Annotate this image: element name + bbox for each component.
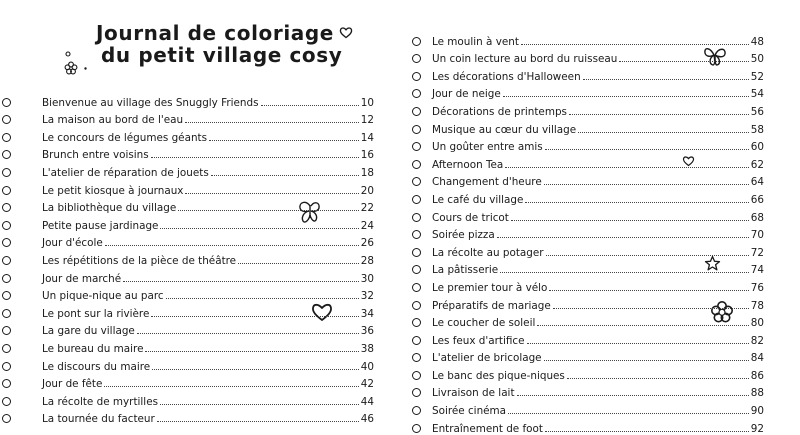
dot-leader (544, 360, 749, 361)
toc-entry-page: 46 (360, 413, 374, 426)
toc-entry-page: 90 (750, 405, 764, 418)
toc-entry[interactable] (400, 241, 764, 259)
toc-entry-label: Le petit kiosque à journaux (42, 184, 184, 197)
dot-leader (185, 122, 359, 123)
dot-leader (553, 308, 749, 309)
checkbox-circle-icon[interactable] (2, 414, 11, 423)
dot-leader (578, 132, 749, 133)
heart-icon (339, 26, 353, 39)
toc-entry-label: Bienvenue au village des Snuggly Friends (42, 96, 259, 109)
dot-leader (178, 210, 359, 211)
dot-leader (497, 237, 749, 238)
toc-entry[interactable] (400, 382, 764, 400)
toc-entry-page: 92 (750, 422, 764, 435)
toc-entry[interactable] (0, 161, 374, 179)
toc-entry[interactable] (0, 267, 374, 285)
toc-entry[interactable] (400, 171, 764, 189)
dot-icon (84, 67, 87, 70)
dot-leader (549, 290, 748, 291)
checkbox-circle-icon[interactable] (2, 168, 11, 177)
toc-entry-page: 10 (360, 96, 374, 109)
dot-leader (505, 167, 748, 168)
toc-entry[interactable] (0, 91, 374, 109)
toc-entry-label: La maison au bord de l'eau (42, 114, 184, 127)
checkbox-circle-icon[interactable] (412, 160, 421, 169)
checkbox-circle-icon[interactable] (412, 72, 421, 81)
toc-entry-label: L'atelier de bricolage (432, 352, 542, 365)
checkbox-circle-icon[interactable] (2, 133, 11, 142)
toc-entry-label: Un goûter entre amis (432, 141, 543, 154)
toc-entry-label: La récolte de myrtilles (42, 395, 158, 408)
checkbox-circle-icon[interactable] (2, 98, 11, 107)
dot-leader (537, 325, 748, 326)
toc-entry-page: 22 (360, 202, 374, 215)
checkbox-circle-icon[interactable] (412, 406, 421, 415)
checkbox-circle-icon[interactable] (2, 291, 11, 300)
toc-entry-page: 34 (360, 307, 374, 320)
toc-entry-label: L'atelier de réparation de jouets (42, 166, 209, 179)
toc-entry[interactable] (400, 312, 764, 330)
toc-entry[interactable] (400, 364, 764, 382)
toc-entry[interactable] (400, 294, 764, 312)
toc-entry-page: 28 (360, 254, 374, 267)
toc-entry[interactable] (0, 302, 374, 320)
toc-entry-label: Livraison de lait (432, 387, 515, 400)
toc-entry-label: Changement d'heure (432, 176, 542, 189)
checkbox-circle-icon[interactable] (2, 256, 11, 265)
title-line-1: Journal de coloriage (96, 21, 334, 45)
toc-entry-label: Un pique-nique au parc (42, 290, 164, 303)
checkbox-circle-icon[interactable] (412, 125, 421, 134)
toc-entry-label: La tournée du facteur (42, 413, 155, 426)
dot-leader (619, 61, 748, 62)
toc-entry-page: 20 (360, 184, 374, 197)
dot-leader (105, 245, 359, 246)
toc-entry-label: Le bureau du maire (42, 342, 144, 355)
checkbox-circle-icon[interactable] (2, 238, 11, 247)
toc-entry[interactable] (0, 390, 374, 408)
title-line-2: du petit village cosy (101, 43, 343, 67)
dot-leader (527, 343, 749, 344)
checkbox-circle-icon[interactable] (412, 283, 421, 292)
toc-entry-page: 50 (750, 53, 764, 66)
checkbox-circle-icon[interactable] (412, 248, 421, 257)
toc-entry-page: 60 (750, 141, 764, 154)
toc-entry-page: 62 (750, 158, 764, 171)
checkbox-circle-icon[interactable] (412, 107, 421, 116)
right-page (400, 0, 800, 435)
toc-entry[interactable] (400, 153, 764, 171)
toc-entry-label: Un coin lecture au bord du ruisseau (432, 53, 618, 66)
toc-entry[interactable] (400, 30, 764, 48)
toc-entry-page: 68 (750, 211, 764, 224)
toc-entry-label: Le concours de légumes géants (42, 131, 208, 144)
dot-leader (545, 431, 749, 432)
toc-entry-label: La récolte au potager (432, 246, 544, 259)
checkbox-circle-icon[interactable] (2, 362, 11, 371)
toc-entry-page: 38 (360, 342, 374, 355)
toc-entry-page: 58 (750, 123, 764, 136)
toc-entry-page: 12 (360, 114, 374, 127)
checkbox-circle-icon[interactable] (412, 37, 421, 46)
toc-entry[interactable] (400, 118, 764, 136)
checkbox-circle-icon[interactable] (412, 424, 421, 433)
dot-leader (261, 105, 359, 106)
toc-list-left (0, 91, 400, 425)
circle-dot-icon (65, 51, 71, 57)
toc-entry-label: Préparatifs de mariage (432, 299, 551, 312)
toc-entry-page: 42 (360, 378, 374, 391)
toc-entry[interactable] (0, 408, 374, 426)
toc-entry-label: Cours de tricot (432, 211, 509, 224)
toc-entry[interactable] (0, 320, 374, 338)
toc-entry-page: 32 (360, 290, 374, 303)
checkbox-circle-icon[interactable] (2, 397, 11, 406)
toc-entry[interactable] (400, 48, 764, 66)
dot-leader (583, 79, 749, 80)
toc-entry-label: Jour de neige (432, 88, 501, 101)
toc-entry-label: Le café du village (432, 193, 524, 206)
toc-entry-page: 88 (750, 387, 764, 400)
toc-entry-label: Décorations de printemps (432, 105, 567, 118)
checkbox-circle-icon[interactable] (412, 336, 421, 345)
dot-leader (525, 202, 748, 203)
toc-entry-page: 82 (750, 334, 764, 347)
toc-entry-page: 84 (750, 352, 764, 365)
toc-entry-label: Petite pause jardinage (42, 219, 159, 232)
toc-entry-label: Le coucher de soleil (432, 317, 536, 330)
dot-leader (211, 175, 359, 176)
checkbox-circle-icon[interactable] (2, 221, 11, 230)
toc-entry[interactable] (0, 144, 374, 162)
toc-entry-label: Le pont sur la rivière (42, 307, 150, 320)
toc-entry[interactable] (0, 373, 374, 391)
checkbox-circle-icon[interactable] (2, 344, 11, 353)
toc-entry-page: 74 (750, 264, 764, 277)
toc-entry-page: 86 (750, 369, 764, 382)
toc-entry-page: 66 (750, 193, 764, 206)
dot-leader (521, 44, 749, 45)
dot-leader (145, 351, 358, 352)
toc-entry-page: 80 (750, 317, 764, 330)
toc-entry[interactable] (400, 83, 764, 101)
dot-leader (503, 96, 749, 97)
toc-entry-label: Jour de fête (42, 378, 103, 391)
toc-entry-label: Entraînement de foot (432, 422, 543, 435)
checkbox-circle-icon[interactable] (2, 203, 11, 212)
toc-entry[interactable] (0, 249, 374, 267)
toc-entry[interactable] (0, 126, 374, 144)
flower-icon (64, 61, 78, 75)
toc-entry-label: La bibliothèque du village (42, 202, 177, 215)
toc-entry-page: 30 (360, 272, 374, 285)
dot-leader (123, 281, 359, 282)
toc-entry-page: 56 (750, 105, 764, 118)
checkbox-circle-icon[interactable] (412, 301, 421, 310)
toc-entry-label: Le premier tour à vélo (432, 281, 548, 294)
checkbox-circle-icon[interactable] (2, 115, 11, 124)
toc-entry[interactable] (400, 276, 764, 294)
toc-entry[interactable] (400, 329, 764, 347)
toc-entry-page: 72 (750, 246, 764, 259)
toc-entry-label: Le discours du maire (42, 360, 151, 373)
dot-leader (508, 413, 749, 414)
dot-leader (166, 298, 359, 299)
toc-entry-label: Les décorations d'Halloween (432, 70, 581, 83)
toc-entry[interactable] (0, 232, 374, 250)
toc-entry-label: Le banc des pique-niques (432, 369, 565, 382)
dot-leader (546, 255, 749, 256)
page-title (96, 22, 342, 66)
toc-entry[interactable] (0, 197, 374, 215)
toc-entry-page: 78 (750, 299, 764, 312)
toc-entry-label: La pâtisserie (432, 264, 499, 277)
toc-entry-page: 76 (750, 281, 764, 294)
toc-entry[interactable] (400, 224, 764, 242)
toc-entry[interactable] (400, 206, 764, 224)
checkbox-circle-icon[interactable] (2, 379, 11, 388)
checkbox-circle-icon[interactable] (2, 326, 11, 335)
checkbox-circle-icon[interactable] (2, 274, 11, 283)
toc-entry[interactable] (0, 179, 374, 197)
dot-leader (160, 404, 359, 405)
toc-entry[interactable] (400, 136, 764, 154)
toc-entry[interactable] (400, 65, 764, 83)
toc-entry-page: 16 (360, 149, 374, 162)
checkbox-circle-icon[interactable] (2, 309, 11, 318)
toc-entry-label: Jour d'école (42, 237, 103, 250)
checkbox-circle-icon[interactable] (412, 213, 421, 222)
toc-entry-page: 64 (750, 176, 764, 189)
toc-entry[interactable] (0, 337, 374, 355)
toc-entry-page: 44 (360, 395, 374, 408)
toc-entry-page: 14 (360, 131, 374, 144)
toc-entry[interactable] (400, 188, 764, 206)
toc-entry[interactable] (0, 214, 374, 232)
toc-entry-page: 48 (750, 35, 764, 48)
left-page (0, 0, 400, 426)
toc-entry[interactable] (0, 109, 374, 127)
toc-entry[interactable] (400, 347, 764, 365)
dot-leader (511, 220, 749, 221)
toc-entry-page: 36 (360, 325, 374, 338)
dot-leader (151, 316, 358, 317)
checkbox-circle-icon[interactable] (2, 150, 11, 159)
dot-leader (517, 395, 749, 396)
toc-entry-page: 70 (750, 229, 764, 242)
toc-entry-label: Soirée cinéma (432, 405, 507, 418)
toc-entry-label: Musique au cœur du village (432, 123, 577, 136)
dot-leader (238, 263, 359, 264)
toc-entry-label: Jour de marché (42, 272, 122, 285)
toc-entry-page: 54 (750, 88, 764, 101)
toc-entry-label: La gare du village (42, 325, 135, 338)
toc-entry-label: Le moulin à vent (432, 35, 519, 48)
toc-entry[interactable] (400, 259, 764, 277)
toc-entry-page: 26 (360, 237, 374, 250)
toc-entry-page: 18 (360, 166, 374, 179)
toc-entry-label: Brunch entre voisins (42, 149, 149, 162)
toc-list-right (400, 30, 800, 435)
toc-entry-page: 52 (750, 70, 764, 83)
dot-leader (104, 386, 358, 387)
dot-leader (157, 421, 359, 422)
toc-entry[interactable] (400, 399, 764, 417)
toc-entry[interactable] (0, 355, 374, 373)
dot-leader (545, 149, 749, 150)
dot-leader (500, 272, 749, 273)
toc-entry[interactable] (400, 417, 764, 435)
toc-entry[interactable] (400, 100, 764, 118)
dot-leader (209, 140, 359, 141)
dot-leader (567, 378, 749, 379)
dot-leader (160, 228, 358, 229)
toc-entry-label: Soirée pizza (432, 229, 495, 242)
toc-entry-label: Afternoon Tea (432, 158, 504, 171)
dot-leader (137, 333, 359, 334)
toc-entry-label: Les feux d'artifice (432, 334, 525, 347)
dot-leader (544, 184, 749, 185)
toc-entry-page: 24 (360, 219, 374, 232)
dot-leader (152, 369, 359, 370)
checkbox-circle-icon[interactable] (412, 371, 421, 380)
checkbox-circle-icon[interactable] (2, 186, 11, 195)
dot-leader (151, 157, 359, 158)
dot-leader (569, 114, 749, 115)
toc-entry-page: 40 (360, 360, 374, 373)
dot-leader (185, 193, 358, 194)
toc-entry[interactable] (0, 285, 374, 303)
toc-entry-label: Les répétitions de la pièce de théâtre (42, 254, 237, 267)
checkbox-circle-icon[interactable] (412, 195, 421, 204)
